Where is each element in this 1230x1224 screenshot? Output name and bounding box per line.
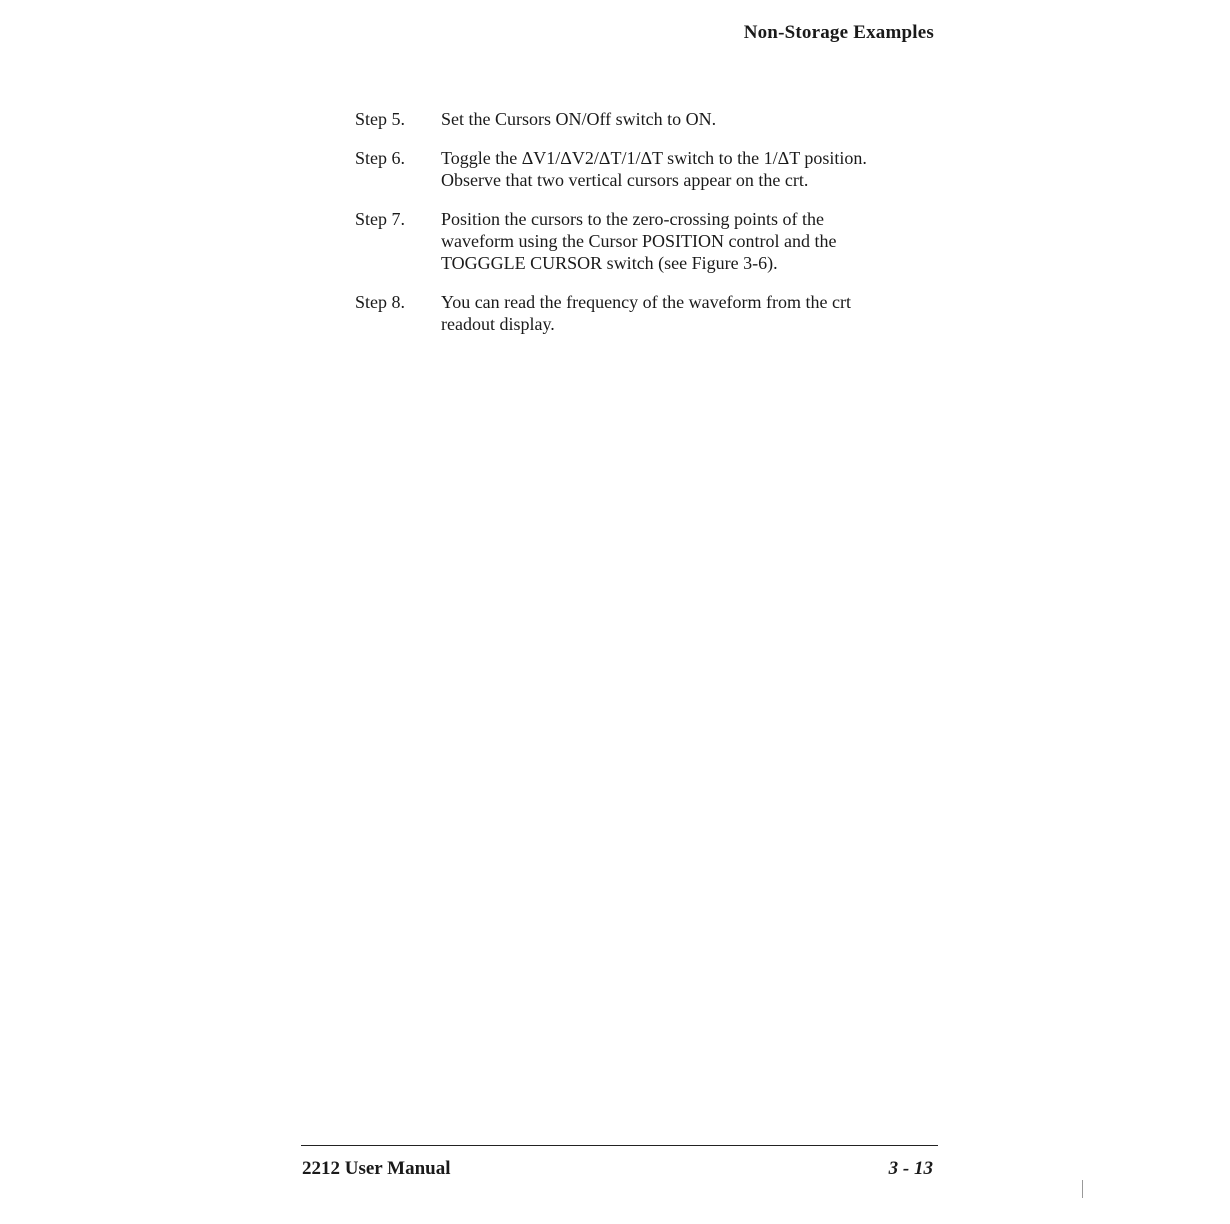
step-text [441,208,955,274]
step-text [441,291,955,335]
step-text [441,108,955,130]
step-list [355,108,955,352]
step-label: Step 5. [355,109,406,129]
step-text-line: Set the Cursors ON/Off switch to ON. [441,109,717,129]
step-item [355,208,955,274]
step-label: Step 6. [355,148,406,168]
scan-artifact [1082,1180,1083,1198]
step-item [355,147,955,191]
step-text-line: readout display. [441,314,555,334]
step-label: Step 8. [355,292,406,312]
step-text-line: You can read the frequency of the waveform from the crt [441,292,852,312]
step-label: Step 7. [355,209,406,229]
step-text-line: TOGGGLE CURSOR switch (see Figure 3-6). [441,253,778,273]
footer-manual-title: 2212 User Manual [302,1158,451,1179]
page-header: Non-Storage Examples [743,22,934,43]
step-text-line: Position the cursors to the zero-crossing points of the [441,209,824,229]
step-item [355,291,955,335]
step-text-line: Toggle the ΔV1/ΔV2/ΔT/1/ΔT switch to the 1/ΔT position. [441,148,867,168]
step-text-line: Observe that two vertical cursors appear on the crt. [441,170,809,190]
footer-divider [301,1145,938,1146]
step-text-line: waveform using the Cursor POSITION control and the [441,231,837,251]
step-item [355,108,955,130]
step-text [441,147,955,191]
footer-page-number: 3 - 13 [888,1158,933,1179]
